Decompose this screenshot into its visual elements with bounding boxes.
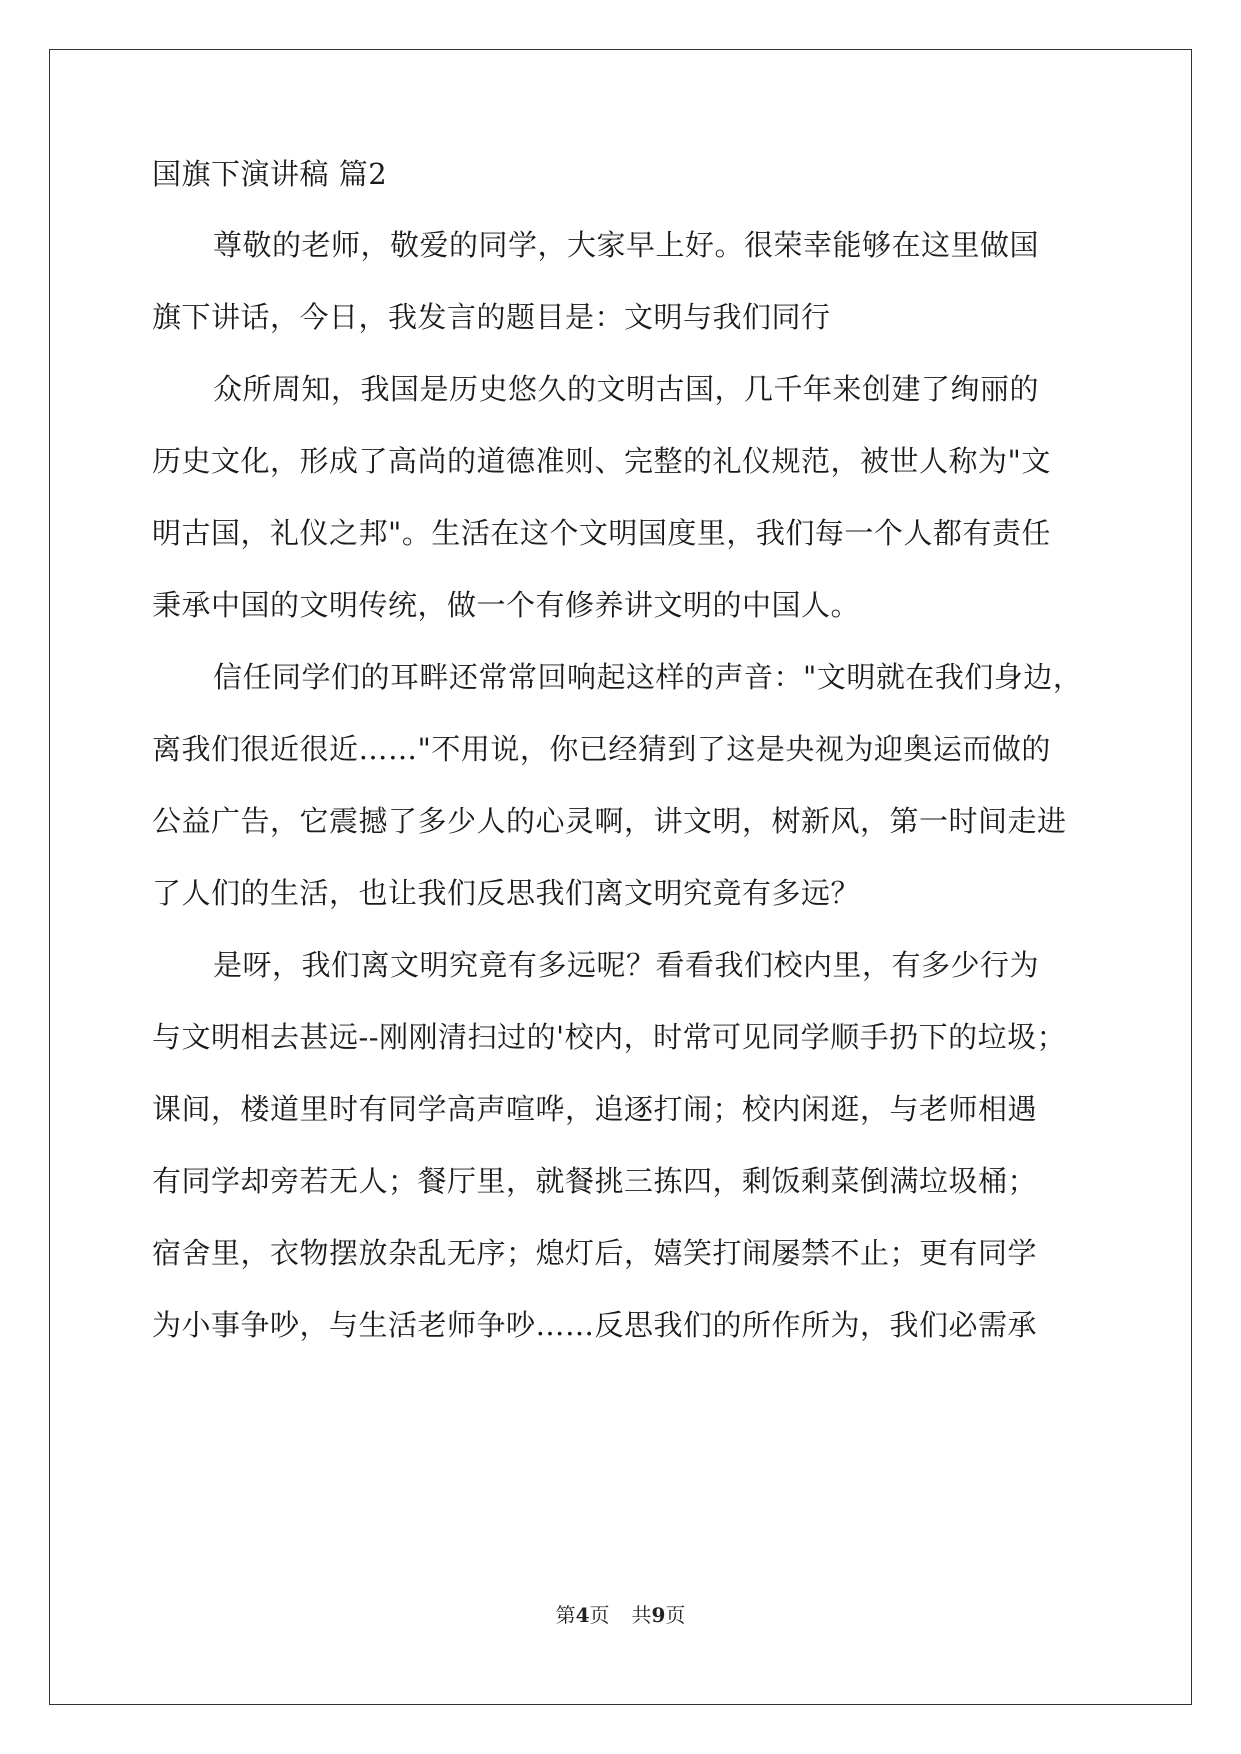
paragraph-line: 与文明相去甚远--刚刚清扫过的'校内，时常可见同学顺手扔下的垃圾； bbox=[152, 1020, 1067, 1054]
paragraph-line: 宿舍里，衣物摆放杂乱无序；熄灯后，嬉笑打闹屡禁不止；更有同学 bbox=[152, 1236, 1038, 1270]
document-heading: 国旗下演讲稿 篇2 bbox=[152, 157, 388, 191]
paragraph-line: 是呀，我们离文明究竟有多远呢？看看我们校内里，有多少行为 bbox=[213, 948, 1040, 982]
paragraph-line: 尊敬的老师，敬爱的同学，大家早上好。很荣幸能够在这里做国 bbox=[213, 228, 1040, 262]
paragraph-line: 课间，楼道里时有同学高声喧哗，追逐打闹；校内闲逛，与老师相遇 bbox=[152, 1092, 1038, 1126]
paragraph-line: 旗下讲话，今日，我发言的题目是：文明与我们同行 bbox=[152, 300, 831, 334]
current-page-number: 4 bbox=[575, 1603, 590, 1627]
paragraph-line: 为小事争吵，与生活老师争吵……反思我们的所作所为，我们必需承 bbox=[152, 1308, 1038, 1342]
page-prefix: 第 bbox=[555, 1603, 576, 1627]
page-number-footer bbox=[0, 1602, 1241, 1628]
paragraph-line: 明古国，礼仪之邦"。生活在这个文明国度里，我们每一个人都有责任 bbox=[152, 516, 1051, 550]
total-page-number: 9 bbox=[651, 1603, 666, 1627]
paragraph-line: 秉承中国的文明传统，做一个有修养讲文明的中国人。 bbox=[152, 588, 861, 622]
paragraph-line: 信任同学们的耳畔还常常回响起这样的声音："文明就在我们身边， bbox=[213, 660, 1083, 694]
paragraph-line: 众所周知，我国是历史悠久的文明古国，几千年来创建了绚丽的 bbox=[213, 372, 1040, 406]
paragraph-line: 历史文化，形成了高尚的道德准则、完整的礼仪规范，被世人称为"文 bbox=[152, 444, 1051, 478]
page-suffix: 页 bbox=[589, 1603, 610, 1627]
paragraph-line: 离我们很近很近……"不用说，你已经猜到了这是央视为迎奥运而做的 bbox=[152, 732, 1051, 766]
total-suffix: 页 bbox=[665, 1603, 686, 1627]
paragraph-line: 公益广告，它震撼了多少人的心灵啊，讲文明，树新风，第一时间走进 bbox=[152, 804, 1067, 838]
total-prefix: 共 bbox=[631, 1603, 652, 1627]
paragraph-line: 了人们的生活，也让我们反思我们离文明究竟有多远？ bbox=[152, 876, 861, 910]
paragraph-line: 有同学却旁若无人；餐厅里，就餐挑三拣四，剩饭剩菜倒满垃圾桶； bbox=[152, 1164, 1038, 1198]
